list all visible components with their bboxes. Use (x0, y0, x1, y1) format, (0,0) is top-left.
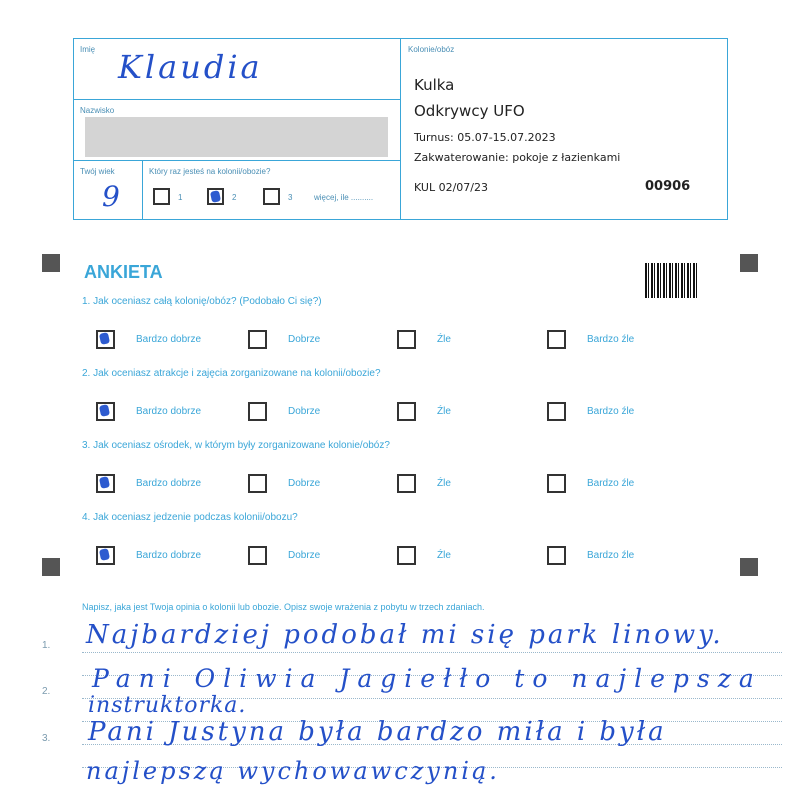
times-option-3: 3 (288, 193, 293, 202)
question-2-option-label: Bardzo dobrze (136, 406, 202, 417)
question-4-text: 4. Jak oceniasz jedzenie podczas kolonii/obozu? (82, 512, 298, 523)
turnus: Turnus: 05.07-15.07.2023 (414, 131, 556, 144)
question-1-checkbox-2[interactable] (248, 330, 267, 349)
handwritten-line-2: Pani Oliwia Jagiełło to najlepsza (92, 664, 762, 693)
handwritten-line-5: najlepszą wychowawczynią. (86, 757, 500, 785)
question-4-checkbox-1[interactable] (96, 546, 115, 565)
barcode (645, 263, 699, 298)
opinion-prompt: Napisz, jaka jest Twoja opinia o kolonii lub obozie. Opisz swoje wrażenia z pobytu w trzech zdaniach. (82, 602, 485, 612)
last-name-label: Nazwisko (80, 106, 115, 115)
question-2-checkbox-4[interactable] (547, 402, 566, 421)
question-1-option-label: Źle (437, 334, 451, 345)
question-4-checkbox-4[interactable] (547, 546, 566, 565)
question-2-text: 2. Jak oceniasz atrakcje i zajęcia zorganizowane na kolonii/obozie? (82, 368, 381, 379)
question-3-text: 3. Jak oceniasz ośrodek, w którym były zorganizowane kolonie/obóz? (82, 440, 390, 451)
question-4-option-label: Bardzo źle (587, 550, 635, 561)
registration-mark (740, 558, 758, 576)
times-option-1: 1 (178, 193, 183, 202)
camp-program: Odkrywcy UFO (414, 102, 525, 120)
question-1-option-label: Dobrze (288, 334, 321, 345)
times-more-label: więcej, ile .......... (314, 193, 374, 202)
handwritten-line-4: Pani Justyna była bardzo miła i była (88, 717, 667, 747)
question-3-checkbox-3[interactable] (397, 474, 416, 493)
question-4-option-label: Źle (437, 550, 451, 561)
camp-name: Kulka (414, 76, 455, 94)
age-value: 9 (102, 180, 120, 213)
times-checkbox-1[interactable] (153, 188, 170, 205)
question-4-checkbox-2[interactable] (248, 546, 267, 565)
question-1-checkbox-1[interactable] (96, 330, 115, 349)
line-number-2: 2. (42, 686, 51, 697)
question-3-option-label: Bardzo źle (587, 478, 635, 489)
question-1-checkbox-3[interactable] (397, 330, 416, 349)
question-1-option-label: Bardzo dobrze (136, 334, 202, 345)
question-2-checkbox-2[interactable] (248, 402, 267, 421)
camp-code: KUL 02/07/23 (414, 181, 488, 194)
question-3-checkbox-4[interactable] (547, 474, 566, 493)
question-3-option-label: Dobrze (288, 478, 321, 489)
writing-line (82, 652, 782, 653)
camp-label: Kolonie/obóz (408, 45, 455, 54)
registration-mark (42, 558, 60, 576)
registration-mark (740, 254, 758, 272)
times-option-2: 2 (232, 193, 237, 202)
question-2-checkbox-3[interactable] (397, 402, 416, 421)
question-1-option-label: Bardzo źle (587, 334, 635, 345)
question-1-text: 1. Jak oceniasz całą kolonię/obóz? (Podobało Ci się?) (82, 296, 322, 307)
line-number-3: 3. (42, 733, 51, 744)
question-3-checkbox-1[interactable] (96, 474, 115, 493)
times-checkbox-2[interactable] (207, 188, 224, 205)
line-number-1: 1. (42, 640, 51, 651)
handwritten-line-3: instruktorka. (88, 693, 247, 718)
question-2-checkbox-1[interactable] (96, 402, 115, 421)
question-4-checkbox-3[interactable] (397, 546, 416, 565)
question-3-option-label: Źle (437, 478, 451, 489)
question-3-checkbox-2[interactable] (248, 474, 267, 493)
handwritten-line-1: Najbardziej podobał mi się park linowy. (86, 620, 724, 650)
registration-mark (42, 254, 60, 272)
question-2-option-label: Bardzo źle (587, 406, 635, 417)
first-name-label: Imię (80, 45, 96, 54)
question-4-option-label: Dobrze (288, 550, 321, 561)
question-4-option-label: Bardzo dobrze (136, 550, 202, 561)
times-label: Który raz jesteś na kolonii/obozie? (149, 167, 271, 176)
survey-title: ANKIETA (84, 262, 163, 282)
times-checkbox-3[interactable] (263, 188, 280, 205)
question-1-checkbox-4[interactable] (547, 330, 566, 349)
first-name-value: Klaudia (118, 48, 263, 86)
redacted-surname (85, 117, 388, 157)
form-number: 00906 (645, 179, 691, 194)
question-3-option-label: Bardzo dobrze (136, 478, 202, 489)
question-2-option-label: Dobrze (288, 406, 321, 417)
age-label: Twój wiek (80, 167, 115, 176)
accommodation: Zakwaterowanie: pokoje z łazienkami (414, 151, 621, 164)
question-2-option-label: Źle (437, 406, 451, 417)
